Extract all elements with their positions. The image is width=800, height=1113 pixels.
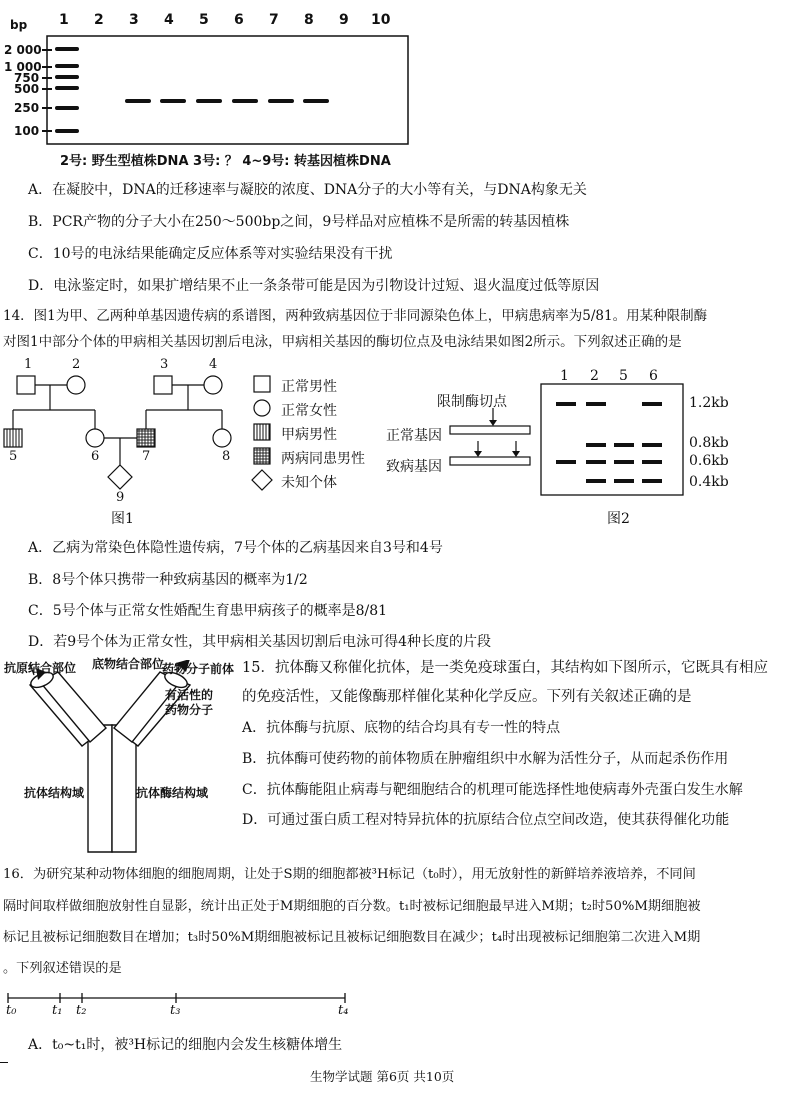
fig2-band (614, 479, 634, 483)
q13-option-d: D．电泳鉴定时，如果扩增结果不止一条条带可能是因为引物设计过短、退火温度过低等原因 (28, 278, 600, 294)
gel-marker-label: 100 (14, 124, 40, 138)
legend-label: 正常女性 (281, 403, 337, 419)
gel-unit-label: bp (10, 18, 28, 32)
pedigree-number: 2 (72, 357, 81, 372)
legend-female-icon (254, 400, 270, 416)
fig2-size-label: 0.8kb (689, 435, 729, 451)
pedigree-number: 4 (209, 357, 218, 372)
pedigree-female (204, 376, 222, 394)
fig2-band (642, 479, 662, 483)
pedigree-male (17, 376, 35, 394)
q14-option-d: D．若9号个体为正常女性，其甲病相关基因切割后电泳可得4种长度的片段 (28, 634, 492, 650)
cut-arrow-icon (474, 451, 482, 457)
gel-marker-label: 2 000 (4, 43, 42, 57)
gel-image (0, 0, 420, 150)
pedigree-female (86, 429, 104, 447)
antigen-site-label: 抗原结合部位 (4, 661, 77, 675)
gel-lane-number: 10 (371, 12, 391, 28)
cut-arrow-icon (489, 420, 497, 426)
legend-male-icon (254, 376, 270, 392)
fig2-lane-number: 6 (649, 368, 658, 384)
q15-option-d: D．可通过蛋白质工程对特异抗体的抗原结合位点空间改造，使其获得催化功能 (242, 812, 730, 828)
gel-lane-number: 8 (304, 12, 314, 28)
legend-both-affected-icon (254, 448, 270, 464)
fig2-lane-number: 1 (560, 368, 569, 384)
time-tick-label: t₁ (52, 1003, 63, 1018)
fig2-size-label: 0.6kb (689, 453, 729, 469)
pedigree-legend-icons (250, 374, 275, 494)
active-drug-label: 有活性的 (165, 688, 214, 702)
gel-marker-label: 1 000 (4, 60, 42, 74)
pedigree-unknown (108, 465, 132, 489)
q16-stem: 隔时间取样做细胞放射性自显影，统计出正处于M期细胞的百分数。t₁时被标记细胞最早进入M期；t₂时50%M期细胞被 (3, 899, 701, 914)
q15-stem: 的免疫活性，又能像酶那样催化某种化学反应。下列有关叙述正确的是 (242, 689, 692, 705)
pedigree-chart (0, 355, 260, 525)
fig2-size-label: 0.4kb (689, 474, 729, 490)
gel-marker-label: 500 (14, 82, 40, 96)
gel-lane-number: 7 (269, 12, 279, 28)
pedigree-number: 6 (91, 449, 100, 464)
pedigree-number: 5 (9, 449, 18, 464)
q16-stem: 。下列叙述错误的是 (3, 961, 122, 976)
fig2-lane-number: 5 (619, 368, 628, 384)
legend-label: 甲病男性 (281, 427, 337, 443)
q15-option-b: B．抗体酶可使药物的前体物质在肿瘤组织中水解为活性分子，从而起杀伤作用 (242, 751, 729, 767)
sample-band (125, 99, 151, 103)
pedigree-number: 1 (24, 357, 33, 372)
marker-band (55, 75, 79, 79)
sample-band (196, 99, 222, 103)
gel-marker-label: 750 (14, 71, 40, 85)
restriction-site-label: 限制酶切点 (437, 394, 507, 410)
q13-option-a: A．在凝胶中，DNA的迁移速率与凝胶的浓度、DNA分子的大小等有关，与DNA构象无关 (28, 182, 587, 198)
q13-option-b: B．PCR产物的分子大小在250～500bp之间，9号样品对应植株不是所需的转基因植株 (28, 214, 570, 230)
pedigree-male (154, 376, 172, 394)
drug-precursor-label: 药物分子前体 (162, 662, 235, 676)
q15-option-c: C．抗体酶能阻止病毒与靶细胞结合的机理可能选择性地使病毒外壳蛋白发生水解 (242, 782, 743, 798)
figure1-caption: 图1 (111, 511, 134, 527)
legend-label: 未知个体 (281, 475, 337, 491)
pedigree-number: 3 (160, 357, 169, 372)
substrate-site-label: 底物结合部位 (92, 657, 165, 671)
fig2-band (586, 479, 606, 483)
pedigree-number: 7 (142, 449, 151, 464)
gene-cut-diagram (445, 405, 535, 475)
legend-label: 两病同患男性 (281, 451, 365, 467)
disease-gene-bar (450, 457, 530, 465)
fig2-gel (540, 383, 685, 498)
cut-arrow-icon (512, 451, 520, 457)
pedigree-female (67, 376, 85, 394)
fig2-size-label: 1.2kb (689, 395, 729, 411)
normal-gene-bar (450, 426, 530, 434)
q16-stem: 16．为研究某种动物体细胞的细胞周期，让处于S期的细胞都被³H标记（t₀时），用无放射性的新鲜培养液培养，不同间 (3, 867, 696, 882)
pedigree-number: 8 (222, 449, 231, 464)
fig2-band (642, 402, 662, 406)
antibody-domain-label: 抗体结构域 (24, 786, 85, 800)
disease-gene-label: 致病基因 (386, 459, 442, 475)
sample-band (160, 99, 186, 103)
gel-lane-number: 1 (59, 12, 69, 28)
fig2-band (586, 460, 606, 464)
q14-option-b: B．8号个体只携带一种致病基因的概率为1/2 (28, 572, 308, 588)
q16-option-a: A．t₀~t₁时，被³H标记的细胞内会发生核糖体增生 (28, 1037, 343, 1053)
marker-band (55, 86, 79, 90)
sample-band (232, 99, 258, 103)
page-footer: 生物学试题 第6页 共10页 (310, 1069, 455, 1084)
figure2-caption: 图2 (607, 511, 630, 527)
gel-lane-number: 9 (339, 12, 349, 28)
time-tick-label: t₃ (170, 1003, 181, 1018)
q14-option-c: C．5号个体与正常女性婚配生育患甲病孩子的概率是8/81 (28, 603, 388, 619)
fig2-band (614, 443, 634, 447)
marker-band (55, 106, 79, 110)
time-tick-label: t₀ (6, 1003, 17, 1018)
normal-gene-label: 正常基因 (386, 428, 442, 444)
margin-mark (0, 1062, 8, 1063)
q14-stem: 对图1中部分个体的甲病相关基因切割后电泳，甲病相关基因的酶切位点及电泳结果如图2所示。下列叙述正确的是 (3, 334, 682, 350)
marker-band (55, 129, 79, 133)
gel-marker-label: 250 (14, 101, 40, 115)
fig2-band (556, 402, 576, 406)
fig2-band (642, 443, 662, 447)
time-tick-label: t₂ (76, 1003, 87, 1018)
q15-option-a: A．抗体酶与抗原、底物的结合均具有专一性的特点 (242, 720, 561, 736)
q15-stem: 15．抗体酶又称催化抗体，是一类免疫球蛋白，其结构如下图所示，它既具有相应 (242, 660, 768, 676)
sample-band (268, 99, 294, 103)
pedigree-both-affected-male (137, 429, 155, 447)
pedigree-affected-male (4, 429, 22, 447)
q16-stem: 标记且被标记细胞数目在增加；t₃时50%M期细胞被标记且被标记细胞数目在减少；t₄时出现被标记细胞第二次进入M期 (3, 930, 701, 945)
sample-band (303, 99, 329, 103)
gel-caption: 2号: 野生型植株DNA 3号: ？ 4~9号: 转基因植株DNA (60, 154, 391, 169)
q13-option-c: C．10号的电泳结果能确定反应体系等对实验结果没有干扰 (28, 246, 393, 262)
gel-lane-number: 4 (164, 12, 174, 28)
q14-option-a: A．乙病为常染色体隐性遗传病，7号个体的乙病基因来自3号和4号 (28, 540, 443, 556)
marker-band (55, 64, 79, 68)
legend-affected-male-icon (254, 424, 270, 440)
fig2-band (556, 460, 576, 464)
legend-label: 正常男性 (281, 379, 337, 395)
fig2-band (586, 402, 606, 406)
fig2-band (642, 460, 662, 464)
gel-lane-number: 6 (234, 12, 244, 28)
gel-lane-number: 5 (199, 12, 209, 28)
active-drug-label: 药物分子 (165, 703, 214, 717)
fig2-band (614, 460, 634, 464)
fig2-lane-number: 2 (590, 368, 599, 384)
marker-band (55, 47, 79, 51)
gel-lane-number: 3 (129, 12, 139, 28)
legend-unknown-icon (252, 470, 272, 490)
q14-stem: 14．图1为甲、乙两种单基因遗传病的系谱图，两种致病基因位于非同源染色体上，甲病患病率为5/81。用某种限制酶 (3, 308, 708, 324)
fig2-band (586, 443, 606, 447)
pedigree-number: 9 (116, 490, 125, 505)
time-tick-label: t₄ (338, 1003, 349, 1018)
pedigree-female (213, 429, 231, 447)
enzyme-domain-label: 抗体酶结构域 (136, 786, 209, 800)
gel-lane-number: 2 (94, 12, 104, 28)
